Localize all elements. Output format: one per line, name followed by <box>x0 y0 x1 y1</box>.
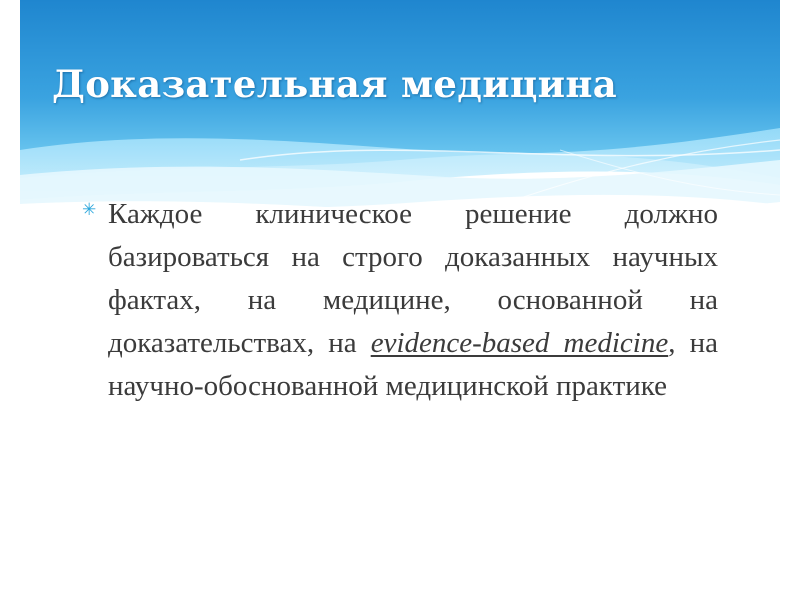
bullet-text-before: Каждое клиническое решение должно базироваться на строго доказанных научных фактах, на медицине, основанной на доказательствах, на <box>108 198 718 359</box>
bullet-list <box>78 193 718 408</box>
bullet-text <box>108 193 718 408</box>
evidence-based-medicine-term: evidence-based medicine <box>370 327 669 359</box>
asterisk-bullet-icon: ✳ <box>82 200 97 220</box>
slide-title: Доказательная медицина <box>52 62 618 106</box>
list-item <box>78 193 718 408</box>
bullet-text-after: , на научно-обоснованной медицинской практике <box>108 327 718 402</box>
